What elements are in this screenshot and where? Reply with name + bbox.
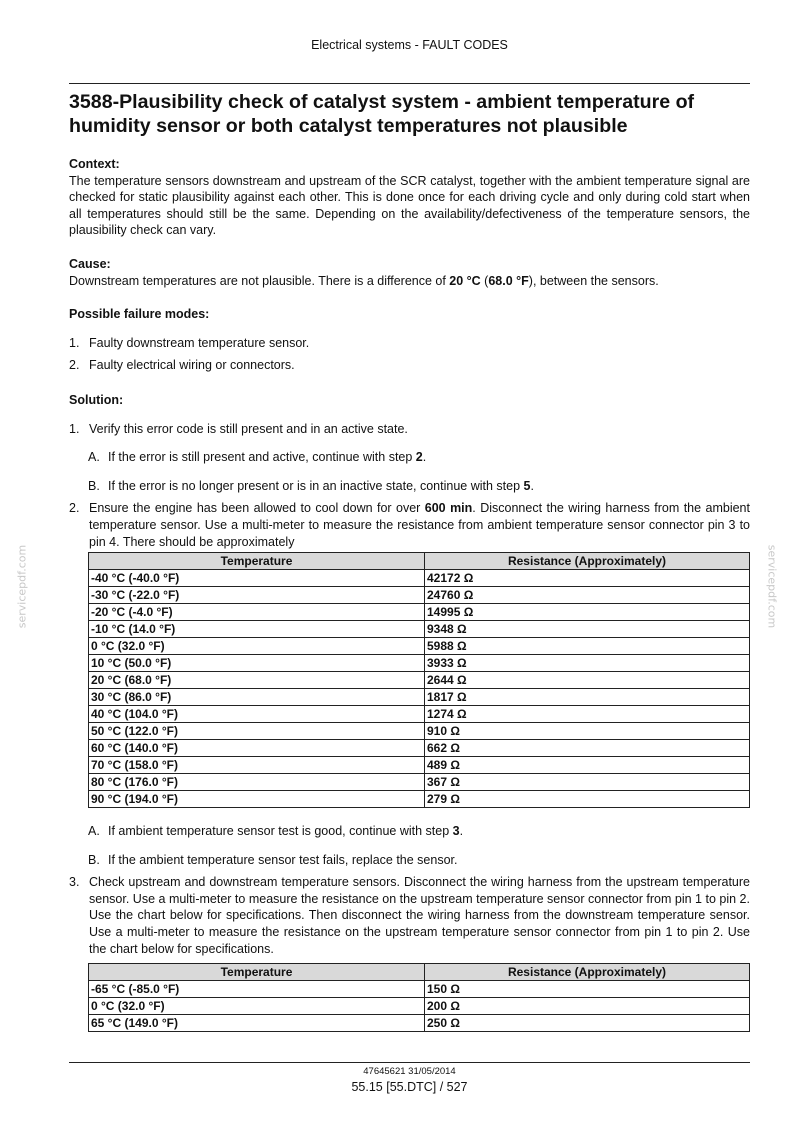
temperature-cell: 0 °C (32.0 °F) <box>89 638 425 655</box>
table-row <box>89 774 750 791</box>
table-row <box>89 791 750 808</box>
page-title: 3588-Plausibility check of catalyst system - ambient temperature of humidity sensor or both catalyst temperatures not plausible <box>69 91 695 137</box>
document-body <box>69 156 750 1032</box>
watermark-left: servicepdf.com <box>15 544 29 629</box>
table-row <box>89 672 750 689</box>
cause-text: Downstream temperatures are not plausible. There is a difference of 20 °C (68.0 °F), between the sensors. <box>69 273 659 288</box>
temperature-cell: 10 °C (50.0 °F) <box>89 655 425 672</box>
resistance-cell: 910 Ω <box>425 723 750 740</box>
resistance-cell: 200 Ω <box>425 998 750 1015</box>
temperature-cell: 20 °C (68.0 °F) <box>89 672 425 689</box>
solution-heading: Solution: <box>69 392 124 407</box>
catalyst-sensor-resistance-table <box>88 963 750 1032</box>
table-row <box>89 723 750 740</box>
solution-step-1: 1. Verify this error code is still present and in an active state. <box>69 421 408 436</box>
context-heading: Context: <box>69 157 120 171</box>
temperature-cell: 80 °C (176.0 °F) <box>89 774 425 791</box>
resistance-cell: 489 Ω <box>425 757 750 774</box>
table-row <box>89 655 750 672</box>
failure-modes-list <box>69 335 750 374</box>
resistance-cell: 9348 Ω <box>425 621 750 638</box>
solution-step-3: 3. Check upstream and downstream temperature sensors. Disconnect the wiring harness from the upstream temperature sensor. Use a multi-meter to measure the resistance on the upstream temperature sensor connector from pin 1 to pin 2. Use the chart below for specifications. Then disconnect the wiring harness from the downstream temperature sensor. Use a multi-meter to measure the resistance on the upstream temperature sensor connector from pin 1 to pin 2. Use the chart below for specifications. <box>69 875 750 956</box>
resistance-cell: 14995 Ω <box>425 604 750 621</box>
table-row <box>89 621 750 638</box>
temperature-cell: 60 °C (140.0 °F) <box>89 740 425 757</box>
solution-step-2: 2. Ensure the engine has been allowed to cool down for over 600 min. Disconnect the wiring harness from the ambient temperature sensor. Use a multi-meter to measure the resistance from ambient temperature sensor connector pin 3 to pin 4. There should be approximately <box>69 501 750 549</box>
temperature-cell: -10 °C (14.0 °F) <box>89 621 425 638</box>
watermark-right: servicepdf.com <box>765 544 779 629</box>
table-row <box>89 757 750 774</box>
cause-heading: Cause: <box>69 256 111 271</box>
resistance-cell: 2644 Ω <box>425 672 750 689</box>
context-text: The temperature sensors downstream and upstream of the SCR catalyst, together with the ambient temperature signal are checked for static plausibility against each other. This is done once for each driving cycle and only during cold start when all temperatures should still be the same. Depending on the availability/defectiveness of the temperature sensors, the plausibility check can vary. <box>69 173 750 238</box>
step-1-option-b: B. If the error is no longer present or is in an inactive state, continue with step 5. <box>88 478 534 493</box>
resistance-cell: 150 Ω <box>425 981 750 998</box>
ambient-sensor-resistance-table <box>88 552 750 808</box>
footer-doc-code: 47645621 31/05/2014 <box>363 1066 456 1077</box>
resistance-cell: 1817 Ω <box>425 689 750 706</box>
table-row <box>89 740 750 757</box>
table-row <box>89 570 750 587</box>
column-header-resistance: Resistance (Approximately) <box>425 553 750 570</box>
temperature-cell: 65 °C (149.0 °F) <box>89 1015 425 1032</box>
table-row <box>89 587 750 604</box>
table-header-row <box>89 964 750 981</box>
temperature-cell: 30 °C (86.0 °F) <box>89 689 425 706</box>
column-header-temperature: Temperature <box>89 553 425 570</box>
temperature-cell: -40 °C (-40.0 °F) <box>89 570 425 587</box>
column-header-temperature: Temperature <box>89 964 425 981</box>
resistance-cell: 42172 Ω <box>425 570 750 587</box>
table-row <box>89 981 750 998</box>
temperature-cell: -65 °C (-85.0 °F) <box>89 981 425 998</box>
resistance-cell: 1274 Ω <box>425 706 750 723</box>
resistance-cell: 3933 Ω <box>425 655 750 672</box>
temperature-cell: 50 °C (122.0 °F) <box>89 723 425 740</box>
temperature-cell: -30 °C (-22.0 °F) <box>89 587 425 604</box>
table-row <box>89 998 750 1015</box>
resistance-cell: 250 Ω <box>425 1015 750 1032</box>
resistance-cell: 5988 Ω <box>425 638 750 655</box>
resistance-cell: 24760 Ω <box>425 587 750 604</box>
table-row <box>89 706 750 723</box>
resistance-cell: 367 Ω <box>425 774 750 791</box>
column-header-resistance: Resistance (Approximately) <box>425 964 750 981</box>
header-rule <box>69 83 750 84</box>
failure-modes-heading: Possible failure modes: <box>69 307 210 322</box>
step-2-option-b: B. If the ambient temperature sensor test fails, replace the sensor. <box>88 852 458 867</box>
running-header: Electrical systems - FAULT CODES <box>311 38 508 52</box>
list-item: 2. Faulty electrical wiring or connectors. <box>69 358 295 373</box>
temperature-cell: -20 °C (-4.0 °F) <box>89 604 425 621</box>
table-row <box>89 1015 750 1032</box>
temperature-cell: 90 °C (194.0 °F) <box>89 791 425 808</box>
temperature-cell: 0 °C (32.0 °F) <box>89 998 425 1015</box>
list-item: 1. Faulty downstream temperature sensor. <box>69 335 310 350</box>
footer-page-number: 55.15 [55.DTC] / 527 <box>351 1080 468 1094</box>
table-row <box>89 689 750 706</box>
temperature-cell: 70 °C (158.0 °F) <box>89 757 425 774</box>
resistance-cell: 279 Ω <box>425 791 750 808</box>
step-1-option-a: A. If the error is still present and active, continue with step 2. <box>88 450 427 465</box>
resistance-cell: 662 Ω <box>425 740 750 757</box>
temperature-cell: 40 °C (104.0 °F) <box>89 706 425 723</box>
table-header-row <box>89 553 750 570</box>
table-row <box>89 638 750 655</box>
table-row <box>89 604 750 621</box>
footer-rule <box>69 1062 750 1063</box>
step-2-option-a: A. If ambient temperature sensor test is good, continue with step 3. <box>88 824 464 839</box>
